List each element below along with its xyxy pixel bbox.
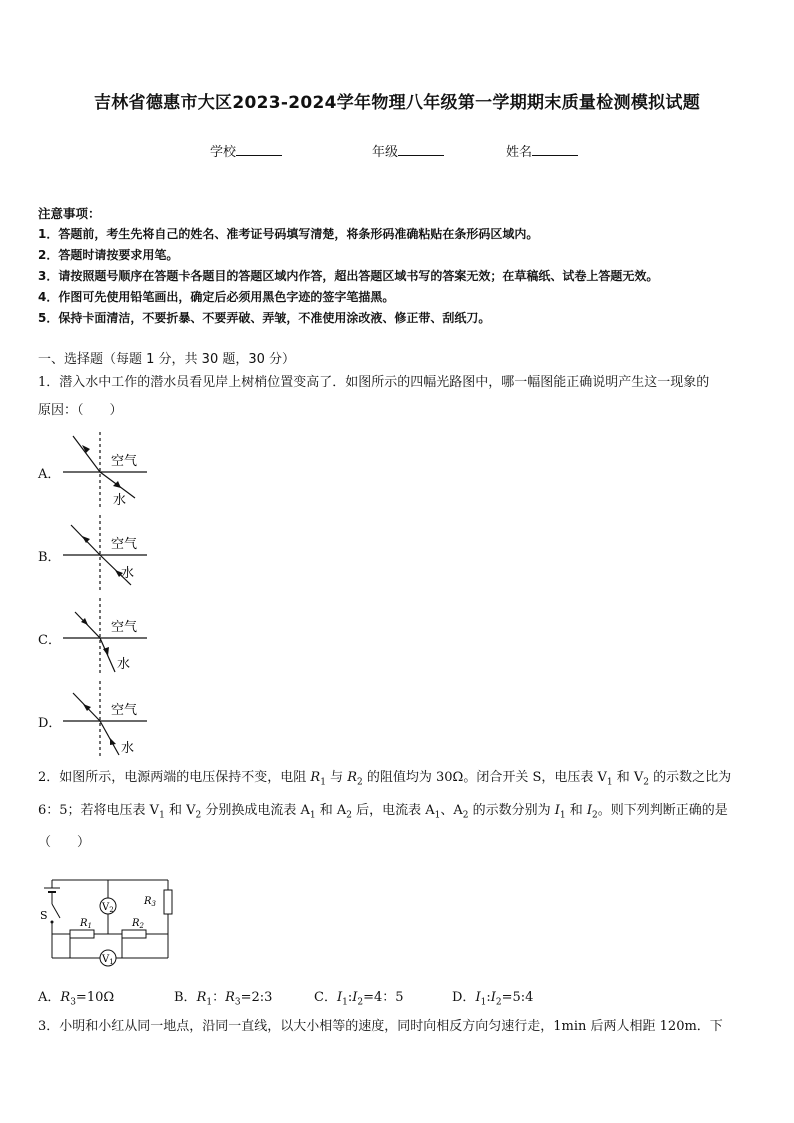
svg-text:S: S — [40, 909, 48, 922]
svg-text:V2: $V_2$ — [102, 902, 114, 914]
resistor-r2 — [122, 930, 146, 938]
svg-text:R3: $R_3$ — [144, 896, 156, 908]
notes-item: 3．请按照题号顺序在答题卡各题目的答题区域内作答，超出答题区域书写的答案无效；在草稿纸、试卷上答题无效。 — [38, 269, 659, 283]
question-2-line1: 2．如图所示，电源两端的电压保持不变，电阻 $R_1$ 与 $R_2$ 的阻值均为 30Ω。闭合开关 S，电压表 $V_1$ 和 $V_2$ 的示数之比为 — [38, 770, 732, 788]
question-2-line2: 6：5；若将电压表 $V_1$ 和 $V_2$ 分别换成电流表 $A_1$ 和 $A_2$ 后，电流表 $A_1$、$A_2$ 的示数分别为 $I_1$ 和 $I_2$。则下列判断正确的是 — [38, 802, 728, 821]
question-2-line3: （ ） — [38, 835, 91, 851]
question-1 — [38, 369, 760, 425]
name-label: 姓名 — [506, 145, 533, 160]
resistor-r3 — [164, 890, 172, 914]
question-3 — [38, 1013, 760, 1041]
svg-text:V1: $V_1$ — [102, 954, 114, 966]
grade-field — [372, 141, 444, 160]
water-label: 水 — [117, 657, 131, 672]
option-a-label: A． — [38, 467, 61, 482]
choice-d[interactable]: D．$I_1:I_2=5:4$ — [452, 990, 534, 1008]
resistor-r1 — [70, 930, 94, 938]
switch-icon — [52, 904, 60, 918]
svg-text:R1: $R_1$ — [80, 918, 92, 930]
choice-a[interactable]: A．$R_3=10\Omega$ — [38, 990, 115, 1008]
svg-text:R2: $R_2$ — [132, 918, 144, 930]
name-field — [506, 141, 578, 160]
option-b-label: B． — [38, 550, 61, 565]
notes-block — [38, 203, 768, 329]
air-label: 空气 — [111, 703, 138, 718]
light-path-figure-a — [55, 432, 165, 512]
option-d-label: D． — [38, 716, 62, 731]
notes-item: 5．保持卡面清洁，不要折暴、不要弄破、弄皱，不准使用涂改液、修正带、刮纸刀。 — [38, 311, 491, 325]
grade-blank — [398, 144, 444, 156]
choice-c[interactable]: C．$I_1:I_2=4$：5 — [314, 990, 404, 1008]
air-label: 空气 — [111, 537, 138, 552]
notes-item: 4．作图可先使用铅笔画出，确定后必须用黑色字迹的签字笔描黑。 — [38, 290, 395, 304]
question-3-line1: 3．小明和小红从同一地点，沿同一直线，以大小相等的速度，同时向相反方向匀速行走，1min 后两人相距 120m．下 — [38, 1019, 723, 1034]
water-label: 水 — [121, 741, 135, 756]
water-label: 水 — [121, 566, 135, 581]
school-label: 学校 — [210, 145, 237, 160]
notes-heading: 注意事项： — [38, 206, 101, 221]
light-path-figure-c — [55, 598, 165, 678]
question-1-line1: 1．潜入水中工作的潜水员看见岸上树梢位置变高了．如图所示的四幅光路图中，哪一幅图能正确说明产生这一现象的 — [38, 375, 710, 390]
notes-item: 1．答题前，考生先将自己的姓名、准考证号码填写清楚，将条形码准确粘贴在条形码区域内。 — [38, 227, 539, 241]
school-blank — [236, 144, 282, 156]
circuit-diagram — [40, 872, 180, 972]
grade-label: 年级 — [372, 145, 399, 160]
notes-item: 2．答题时请按要求用笔。 — [38, 248, 179, 262]
air-label: 空气 — [111, 620, 138, 635]
section-title: 一、选择题（每题 1 分，共 30 题，30 分） — [38, 352, 296, 367]
question-1-line2: 原因：（ ） — [38, 403, 123, 418]
water-label: 水 — [113, 493, 127, 508]
school-field — [210, 141, 282, 160]
page-title: 吉林省德惠市大区2023-2024学年物理八年级第一学期期末质量检测模拟试题 — [93, 93, 701, 113]
option-c-label: C． — [38, 633, 61, 648]
air-label: 空气 — [111, 454, 138, 469]
question-2 — [38, 764, 760, 857]
light-path-figure-d — [55, 681, 165, 761]
light-path-figure-b — [55, 515, 165, 595]
name-blank — [532, 144, 578, 156]
choice-b[interactable]: B．$R_1$：$R_3=2:3$ — [174, 990, 273, 1008]
